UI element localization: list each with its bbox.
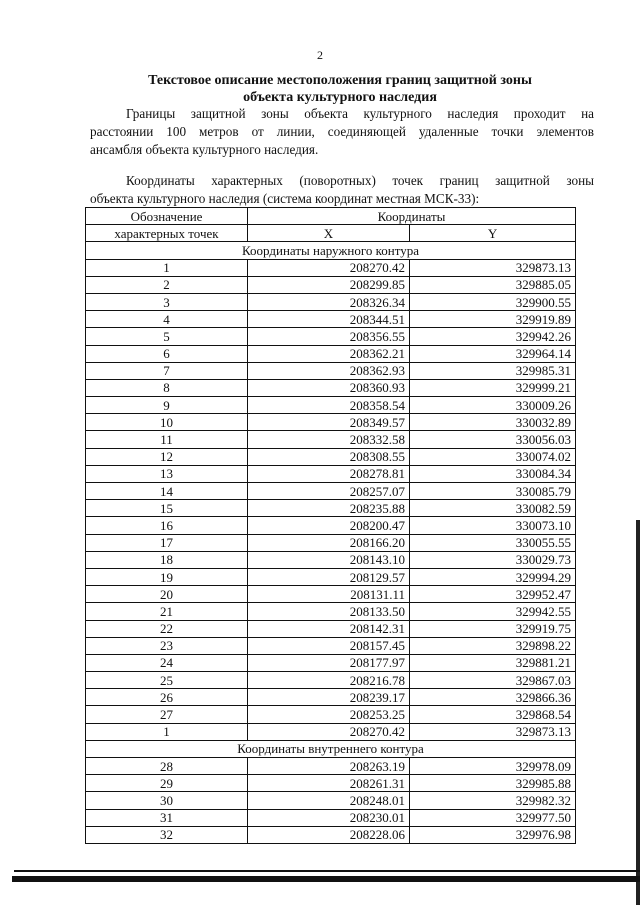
table-row (86, 586, 576, 603)
point-cell: 13 (86, 465, 248, 482)
table-row (86, 397, 576, 414)
table-row (86, 500, 576, 517)
y-cell: 329999.21 (410, 379, 576, 396)
table-row (86, 259, 576, 276)
point-cell: 28 (86, 758, 248, 775)
point-cell: 2 (86, 276, 248, 293)
point-cell: 23 (86, 637, 248, 654)
paragraph-line: Границы защитной зоны объекта культурного наследия проходит на (126, 106, 594, 121)
inner-contour-title: Координаты внутреннего контура (86, 740, 576, 757)
y-cell: 330055.55 (410, 534, 576, 551)
y-cell: 329964.14 (410, 345, 576, 362)
table-row (86, 465, 576, 482)
x-cell: 208131.11 (248, 586, 410, 603)
boundary-description-paragraph (90, 105, 594, 159)
y-cell: 329976.98 (410, 826, 576, 843)
point-cell: 14 (86, 483, 248, 500)
point-cell: 22 (86, 620, 248, 637)
x-cell: 208263.19 (248, 758, 410, 775)
point-cell: 12 (86, 448, 248, 465)
point-cell: 15 (86, 500, 248, 517)
point-cell: 31 (86, 809, 248, 826)
x-cell: 208299.85 (248, 276, 410, 293)
x-cell: 208228.06 (248, 826, 410, 843)
x-cell: 208278.81 (248, 465, 410, 482)
point-cell: 9 (86, 397, 248, 414)
y-cell: 330009.26 (410, 397, 576, 414)
x-cell: 208253.25 (248, 706, 410, 723)
table-row (86, 345, 576, 362)
point-cell: 19 (86, 568, 248, 585)
table-row (86, 706, 576, 723)
header-y: Y (410, 225, 576, 242)
y-cell: 330032.89 (410, 414, 576, 431)
x-cell: 208261.31 (248, 775, 410, 792)
scan-border-line (14, 870, 640, 872)
x-cell: 208362.93 (248, 362, 410, 379)
point-cell: 1 (86, 259, 248, 276)
paragraph-line: расстоянии 100 метров от линии, соединяющей удаленные точки элементов (90, 124, 594, 139)
document-title-line-1: Текстовое описание местоположения границ защитной зоны (148, 73, 532, 88)
x-cell: 208358.54 (248, 397, 410, 414)
x-cell: 208360.93 (248, 379, 410, 396)
y-cell: 329898.22 (410, 637, 576, 654)
point-cell: 18 (86, 551, 248, 568)
table-row (86, 293, 576, 310)
table-row (86, 723, 576, 740)
header-designation-sub: характерных точек (86, 225, 248, 242)
x-cell: 208270.42 (248, 259, 410, 276)
scan-edge-shadow (636, 520, 640, 905)
paragraph-line: ансамбля объекта культурного наследия. (90, 142, 319, 157)
point-cell: 24 (86, 654, 248, 671)
point-cell: 30 (86, 792, 248, 809)
table-row (86, 809, 576, 826)
point-cell: 1 (86, 723, 248, 740)
header-designation: Обозначение (86, 208, 248, 225)
x-cell: 208349.57 (248, 414, 410, 431)
point-cell: 5 (86, 328, 248, 345)
outer-contour-title: Координаты наружного контура (86, 242, 576, 259)
point-cell: 20 (86, 586, 248, 603)
page-number: 2 (317, 48, 323, 62)
coordinates-intro-paragraph (90, 172, 594, 208)
x-cell: 208257.07 (248, 483, 410, 500)
point-cell: 7 (86, 362, 248, 379)
scan-border-bar (12, 876, 640, 882)
y-cell: 329977.50 (410, 809, 576, 826)
y-cell: 330085.79 (410, 483, 576, 500)
table-row (86, 689, 576, 706)
y-cell: 329868.54 (410, 706, 576, 723)
outer-contour-section-row (86, 242, 576, 259)
y-cell: 329985.88 (410, 775, 576, 792)
x-cell: 208129.57 (248, 568, 410, 585)
y-cell: 329885.05 (410, 276, 576, 293)
x-cell: 208270.42 (248, 723, 410, 740)
y-cell: 329867.03 (410, 672, 576, 689)
table-row (86, 620, 576, 637)
x-cell: 208166.20 (248, 534, 410, 551)
x-cell: 208332.58 (248, 431, 410, 448)
x-cell: 208177.97 (248, 654, 410, 671)
y-cell: 330084.34 (410, 465, 576, 482)
point-cell: 32 (86, 826, 248, 843)
point-cell: 16 (86, 517, 248, 534)
x-cell: 208248.01 (248, 792, 410, 809)
point-cell: 6 (86, 345, 248, 362)
y-cell: 329881.21 (410, 654, 576, 671)
inner-contour-section-row (86, 740, 576, 757)
y-cell: 329982.32 (410, 792, 576, 809)
table-row (86, 775, 576, 792)
point-cell: 17 (86, 534, 248, 551)
table-row (86, 672, 576, 689)
y-cell: 329985.31 (410, 362, 576, 379)
table-row (86, 568, 576, 585)
x-cell: 208239.17 (248, 689, 410, 706)
table-row (86, 311, 576, 328)
y-cell: 330074.02 (410, 448, 576, 465)
x-cell: 208356.55 (248, 328, 410, 345)
table-row (86, 517, 576, 534)
point-cell: 8 (86, 379, 248, 396)
table-row (86, 792, 576, 809)
point-cell: 10 (86, 414, 248, 431)
y-cell: 329919.75 (410, 620, 576, 637)
x-cell: 208216.78 (248, 672, 410, 689)
x-cell: 208362.21 (248, 345, 410, 362)
point-cell: 4 (86, 311, 248, 328)
point-cell: 21 (86, 603, 248, 620)
x-cell: 208308.55 (248, 448, 410, 465)
point-cell: 29 (86, 775, 248, 792)
y-cell: 330056.03 (410, 431, 576, 448)
y-cell: 330082.59 (410, 500, 576, 517)
table-row (86, 483, 576, 500)
y-cell: 329942.26 (410, 328, 576, 345)
x-cell: 208326.34 (248, 293, 410, 310)
table-row (86, 379, 576, 396)
y-cell: 329942.55 (410, 603, 576, 620)
y-cell: 329994.29 (410, 568, 576, 585)
table-row (86, 534, 576, 551)
table-row (86, 551, 576, 568)
x-cell: 208142.31 (248, 620, 410, 637)
header-coordinates: Координаты (248, 208, 576, 225)
point-cell: 27 (86, 706, 248, 723)
point-cell: 3 (86, 293, 248, 310)
y-cell: 329866.36 (410, 689, 576, 706)
x-cell: 208133.50 (248, 603, 410, 620)
coordinates-table (85, 207, 576, 844)
point-cell: 11 (86, 431, 248, 448)
y-cell: 329952.47 (410, 586, 576, 603)
y-cell: 329873.13 (410, 259, 576, 276)
x-cell: 208143.10 (248, 551, 410, 568)
table-row (86, 826, 576, 843)
table-row (86, 328, 576, 345)
table-row (86, 431, 576, 448)
header-x: X (248, 225, 410, 242)
point-cell: 26 (86, 689, 248, 706)
y-cell: 329873.13 (410, 723, 576, 740)
table-row (86, 448, 576, 465)
paragraph-line: Координаты характерных (поворотных) точек границ защитной зоны (126, 173, 594, 188)
x-cell: 208230.01 (248, 809, 410, 826)
document-title-line-2: объекта культурного наследия (243, 90, 437, 105)
table-row (86, 362, 576, 379)
y-cell: 329978.09 (410, 758, 576, 775)
y-cell: 329919.89 (410, 311, 576, 328)
table-row (86, 276, 576, 293)
paragraph-line: объекта культурного наследия (система координат местная МСК-33): (90, 191, 480, 206)
x-cell: 208344.51 (248, 311, 410, 328)
x-cell: 208235.88 (248, 500, 410, 517)
y-cell: 330029.73 (410, 551, 576, 568)
x-cell: 208157.45 (248, 637, 410, 654)
table-row (86, 414, 576, 431)
table-row (86, 637, 576, 654)
y-cell: 329900.55 (410, 293, 576, 310)
table-row (86, 603, 576, 620)
y-cell: 330073.10 (410, 517, 576, 534)
table-row (86, 758, 576, 775)
point-cell: 25 (86, 672, 248, 689)
x-cell: 208200.47 (248, 517, 410, 534)
table-row (86, 654, 576, 671)
